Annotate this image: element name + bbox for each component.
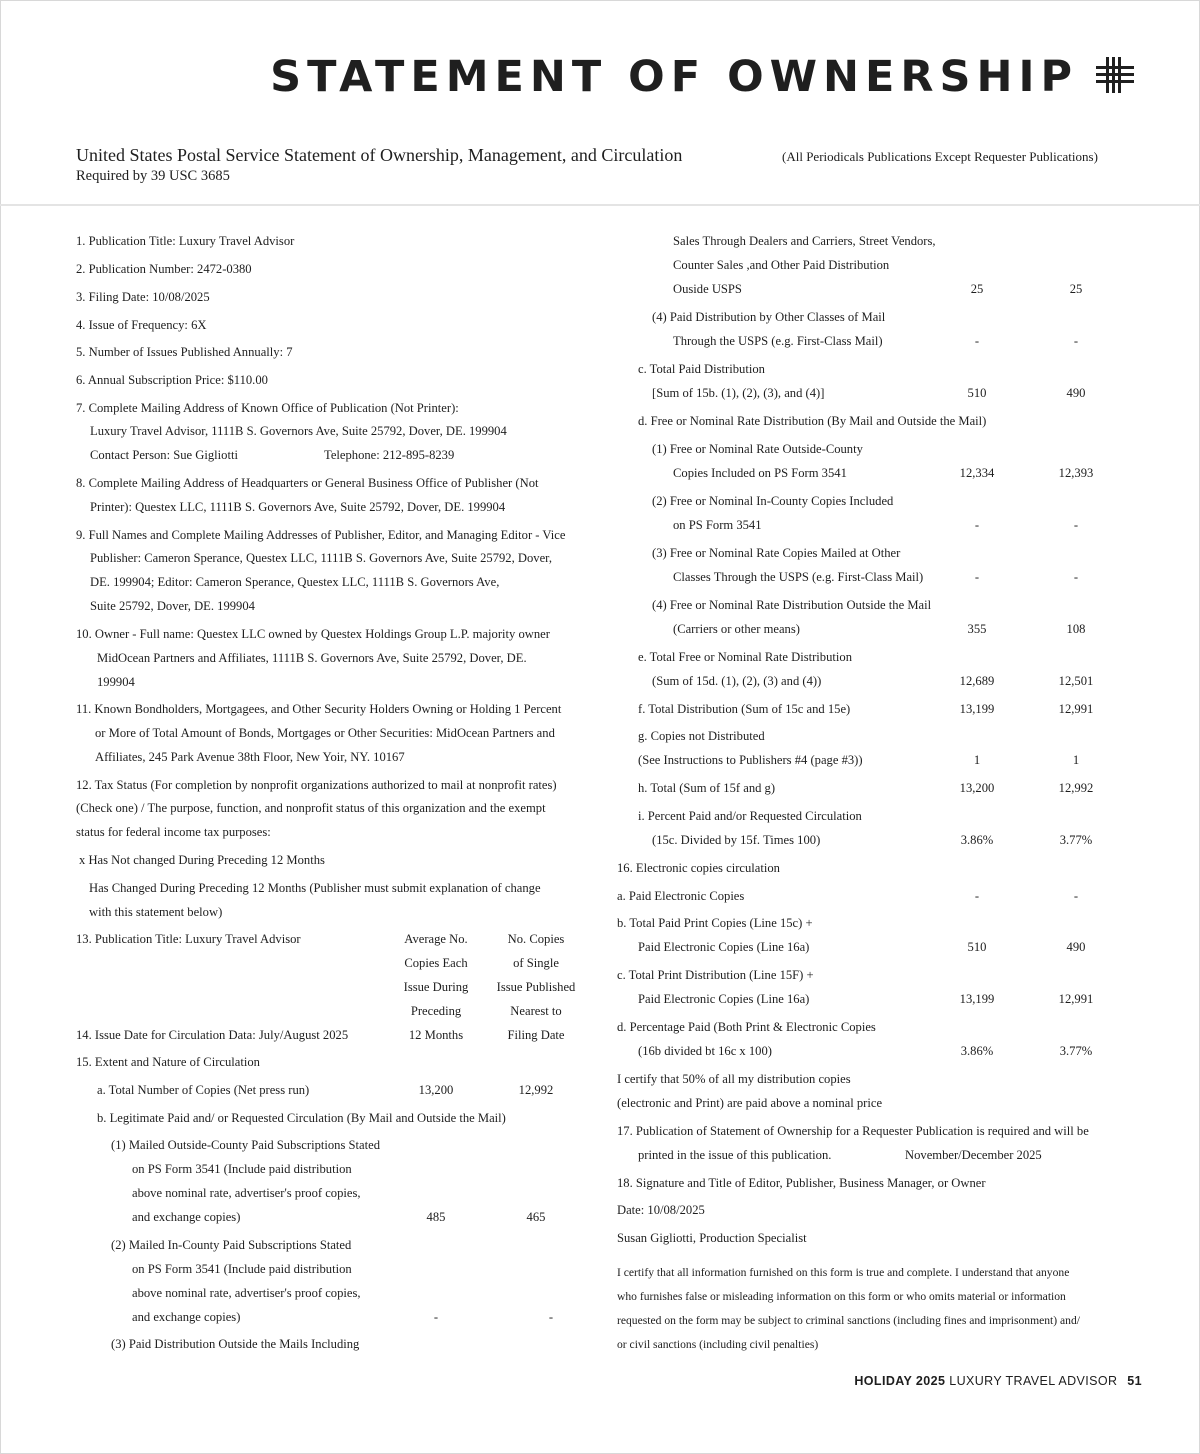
item-15b1: (1) Mailed Outside-County Paid Subscriptions Stated xyxy=(111,1138,380,1152)
item-15f: f. Total Distribution (Sum of 15c and 15e) xyxy=(638,702,851,716)
item-15b2: (2) Mailed In-County Paid Subscriptions Stated xyxy=(111,1238,352,1252)
item-15b1-single: 465 xyxy=(526,1210,546,1224)
item-16a: a. Paid Electronic Copies xyxy=(617,889,745,903)
item-15d1-single: 12,393 xyxy=(1058,466,1094,480)
footer-issue: HOLIDAY 2025 xyxy=(854,1374,946,1388)
item-15a-single: 12,992 xyxy=(518,1083,554,1097)
item-15h-avg: 13,200 xyxy=(959,781,995,795)
item-15h: h. Total (Sum of 15f and g) xyxy=(638,781,776,795)
item-15b4-avg: - xyxy=(974,334,980,348)
col-single-head-2: of Single xyxy=(513,956,559,970)
item-15c-cont: [Sum of 15b. (1), (2), (3), and (4)] xyxy=(652,386,825,400)
item-12: 12. Tax Status (For completion by nonprofit organizations authorized to mail at nonprofit rates) xyxy=(76,778,557,792)
item-15e: e. Total Free or Nominal Rate Distribution xyxy=(638,650,852,664)
col-single-head-4: Nearest to xyxy=(510,1004,562,1018)
item-12-not-changed: x Has Not changed During Preceding 12 Months xyxy=(79,853,325,867)
col-avg-head-4: Preceding xyxy=(410,1004,462,1018)
item-15d: d. Free or Nominal Rate Distribution (By Mail and Outside the Mail) xyxy=(638,414,987,428)
item-10: 10. Owner - Full name: Questex LLC owned by Questex Holdings Group L.P. majority owner xyxy=(76,627,550,641)
item-15e-single: 12,501 xyxy=(1058,674,1094,688)
item-15b4-cont: Through the USPS (e.g. First-Class Mail) xyxy=(673,334,883,348)
item-15i-cont: (15c. Divided by 15f. Times 100) xyxy=(652,833,821,847)
item-15a-avg: 13,200 xyxy=(418,1083,454,1097)
item-15h-single: 12,992 xyxy=(1058,781,1094,795)
item-15e-avg: 12,689 xyxy=(959,674,995,688)
col-avg-head-1: Average No. xyxy=(404,932,468,946)
item-15d2: (2) Free or Nominal In-County Copies Included xyxy=(652,494,894,508)
item-15g-cont: (See Instructions to Publishers #4 (page #3)) xyxy=(638,753,863,767)
item-15b3-single: 25 xyxy=(1069,282,1083,296)
item-15g: g. Copies not Distributed xyxy=(638,729,765,743)
item-15b2-single: - xyxy=(548,1310,554,1324)
item-8: 8. Complete Mailing Address of Headquarters or General Business Office of Publisher (Not xyxy=(76,476,539,490)
item-15b2-avg: - xyxy=(433,1310,439,1324)
item-11: 11. Known Bondholders, Mortgagees, and Other Security Holders Owning or Holding 1 Percent xyxy=(76,702,562,716)
item-15d4: (4) Free or Nominal Rate Distribution Outside the Mail xyxy=(652,598,932,612)
item-16d-cont: (16b divided bt 16c x 100) xyxy=(638,1044,772,1058)
item-15b4: (4) Paid Distribution by Other Classes of Mail xyxy=(652,310,886,324)
item-15d3: (3) Free or Nominal Rate Copies Mailed at Other xyxy=(652,546,901,560)
item-12-cont-1: (Check one) / The purpose, function, and nonprofit status of this organization and the exempt xyxy=(76,801,546,815)
page-title: STATEMENT OF OWNERSHIP xyxy=(270,52,1078,102)
item-12-changed-cont: with this statement below) xyxy=(89,905,223,919)
col-single-head-5: Filing Date xyxy=(507,1028,565,1042)
item-17-cont: printed in the issue of this publication. xyxy=(638,1148,832,1162)
fine-print-1: I certify that all information furnished on this form is true and complete. I understand that anyone xyxy=(617,1266,1070,1279)
item-16d: d. Percentage Paid (Both Print & Electronic Copies xyxy=(617,1020,876,1034)
item-15d3-avg: - xyxy=(974,570,980,584)
item-16b-single: 490 xyxy=(1066,940,1086,954)
item-7: 7. Complete Mailing Address of Known Office of Publication (Not Printer): xyxy=(76,401,459,415)
item-15g-avg: 1 xyxy=(973,753,981,767)
item-15b: b. Legitimate Paid and/ or Requested Circulation (By Mail and Outside the Mail) xyxy=(97,1111,506,1125)
item-15f-single: 12,991 xyxy=(1058,702,1094,716)
item-7-contact: Contact Person: Sue Gigliotti xyxy=(90,448,238,462)
item-16c-single: 12,991 xyxy=(1058,992,1094,1006)
item-16b: b. Total Paid Print Copies (Line 15c) + xyxy=(617,916,813,930)
item-15d1: (1) Free or Nominal Rate Outside-County xyxy=(652,442,863,456)
item-15d2-avg: - xyxy=(974,518,980,532)
item-5: 5. Number of Issues Published Annually: 7 xyxy=(76,345,293,359)
item-16c-avg: 13,199 xyxy=(959,992,995,1006)
item-12-cont-2: status for federal income tax purposes: xyxy=(76,825,271,839)
item-15b3-cont-1: Sales Through Dealers and Carriers, Street Vendors, xyxy=(673,234,936,248)
item-1: 1. Publication Title: Luxury Travel Advisor xyxy=(76,234,295,248)
item-8-cont: Printer): Questex LLC, 1111B S. Governors Ave, Suite 25792, Dover, DE. 199904 xyxy=(90,500,506,514)
item-18: 18. Signature and Title of Editor, Publisher, Business Manager, or Owner xyxy=(617,1176,986,1190)
signature-date: Date: 10/08/2025 xyxy=(617,1203,705,1217)
certify-distribution-cont: (electronic and Print) are paid above a nominal price xyxy=(617,1096,883,1110)
item-15f-avg: 13,199 xyxy=(959,702,995,716)
item-15d3-single: - xyxy=(1073,570,1079,584)
item-15d4-avg: 355 xyxy=(967,622,987,636)
item-6: 6. Annual Subscription Price: $110.00 xyxy=(76,373,268,387)
item-2: 2. Publication Number: 2472-0380 xyxy=(76,262,252,276)
item-10-cont-1: MidOcean Partners and Affiliates, 1111B S. Governors Ave, Suite 25792, Dover, DE. xyxy=(97,651,527,665)
item-16b-avg: 510 xyxy=(967,940,987,954)
item-15i-avg: 3.86% xyxy=(960,833,994,847)
item-15b2-cont-3: and exchange copies) xyxy=(132,1310,241,1324)
item-15d1-cont: Copies Included on PS Form 3541 xyxy=(673,466,847,480)
item-15b1-cont-1: on PS Form 3541 (Include paid distribution xyxy=(132,1162,352,1176)
header-sub: Required by 39 USC 3685 xyxy=(76,168,230,184)
item-15i-single: 3.77% xyxy=(1059,833,1093,847)
item-11-cont-1: or More of Total Amount of Bonds, Mortgages or Other Securities: MidOcean Partners and xyxy=(95,726,555,740)
item-15d2-cont: on PS Form 3541 xyxy=(673,518,762,532)
item-15b4-single: - xyxy=(1073,334,1079,348)
item-11-cont-2: Affiliates, 245 Park Avenue 38th Floor, New Yoir, NY. 10167 xyxy=(95,750,405,764)
col-avg-head-5: 12 Months xyxy=(408,1028,464,1042)
item-16c: c. Total Print Distribution (Line 15F) + xyxy=(617,968,814,982)
hashtag-logo-icon xyxy=(1096,57,1134,93)
col-avg-head-2: Copies Each xyxy=(404,956,468,970)
item-16c-cont: Paid Electronic Copies (Line 16a) xyxy=(638,992,810,1006)
item-15c-single: 490 xyxy=(1066,386,1086,400)
item-15d1-avg: 12,334 xyxy=(959,466,995,480)
page-footer xyxy=(854,1374,1142,1388)
item-15b1-avg: 485 xyxy=(426,1210,446,1224)
item-15d3-cont: Classes Through the USPS (e.g. First-Class Mail) xyxy=(673,570,924,584)
header-main: United States Postal Service Statement of Ownership, Management, and Circulation xyxy=(76,145,683,165)
item-3: 3. Filing Date: 10/08/2025 xyxy=(76,290,210,304)
item-14: 14. Issue Date for Circulation Data: July/August 2025 xyxy=(76,1028,349,1042)
item-16b-cont: Paid Electronic Copies (Line 16a) xyxy=(638,940,810,954)
item-17-issue: November/December 2025 xyxy=(905,1148,1042,1162)
item-13: 13. Publication Title: Luxury Travel Advisor xyxy=(76,932,301,946)
item-16: 16. Electronic copies circulation xyxy=(617,861,780,875)
item-15d4-single: 108 xyxy=(1066,622,1086,636)
item-12-changed: Has Changed During Preceding 12 Months (Publisher must submit explanation of change xyxy=(89,881,541,895)
item-15d4-cont: (Carriers or other means) xyxy=(673,622,800,636)
fine-print-2: who furnishes false or misleading information on this form or who omits material or information xyxy=(617,1290,1066,1303)
item-15b3-avg: 25 xyxy=(970,282,984,296)
item-15b1-cont-3: and exchange copies) xyxy=(132,1210,241,1224)
item-10-cont-2: 199904 xyxy=(97,675,135,689)
header-divider xyxy=(0,204,1200,206)
header-right: (All Periodicals Publications Except Requester Publications) xyxy=(782,149,1098,164)
item-9: 9. Full Names and Complete Mailing Addresses of Publisher, Editor, and Managing Editor - Vice xyxy=(76,528,566,542)
item-9-cont-1: Publisher: Cameron Sperance, Questex LLC, 1111B S. Governors Ave, Suite 25792, Dover, xyxy=(90,551,553,565)
fine-print-3: requested on the form may be subject to criminal sanctions (including fines and imprisonment) and/ xyxy=(617,1314,1080,1327)
certify-distribution: I certify that 50% of all my distribution copies xyxy=(617,1072,851,1086)
item-4: 4. Issue of Frequency: 6X xyxy=(76,318,207,332)
footer-magazine: LUXURY TRAVEL ADVISOR xyxy=(949,1374,1118,1388)
item-15b3-cont-3: Ouside USPS xyxy=(673,282,742,296)
item-15: 15. Extent and Nature of Circulation xyxy=(76,1055,260,1069)
item-16d-avg: 3.86% xyxy=(960,1044,994,1058)
item-9-cont-3: Suite 25792, Dover, DE. 199904 xyxy=(90,599,255,613)
item-15i: i. Percent Paid and/or Requested Circulation xyxy=(638,809,862,823)
item-15a: a. Total Number of Copies (Net press run) xyxy=(97,1083,310,1097)
col-single-head-1: No. Copies xyxy=(507,932,565,946)
item-15b1-cont-2: above nominal rate, advertiser's proof copies, xyxy=(132,1186,361,1200)
item-15c: c. Total Paid Distribution xyxy=(638,362,765,376)
item-15b2-cont-2: above nominal rate, advertiser's proof copies, xyxy=(132,1286,361,1300)
item-16d-single: 3.77% xyxy=(1059,1044,1093,1058)
item-17: 17. Publication of Statement of Ownership for a Requester Publication is required and will be xyxy=(617,1124,1089,1138)
item-15g-single: 1 xyxy=(1072,753,1080,767)
col-single-head-3: Issue Published xyxy=(496,980,576,994)
footer-page-number: 51 xyxy=(1127,1374,1142,1388)
item-15b2-cont-1: on PS Form 3541 (Include paid distribution xyxy=(132,1262,352,1276)
fine-print-4: or civil sanctions (including civil penalties) xyxy=(617,1338,819,1351)
item-7-address: Luxury Travel Advisor, 1111B S. Governors Ave, Suite 25792, Dover, DE. 199904 xyxy=(90,424,507,438)
item-7-telephone: Telephone: 212-895-8239 xyxy=(324,448,455,462)
item-16a-single: - xyxy=(1073,889,1079,903)
item-15e-cont: (Sum of 15d. (1), (2), (3) and (4)) xyxy=(652,674,822,688)
item-15b3-cont-2: Counter Sales ,and Other Paid Distribution xyxy=(673,258,890,272)
item-16a-avg: - xyxy=(974,889,980,903)
signer-name: Susan Gigliotti, Production Specialist xyxy=(617,1231,807,1245)
item-15c-avg: 510 xyxy=(967,386,987,400)
col-avg-head-3: Issue During xyxy=(403,980,469,994)
item-9-cont-2: DE. 199904; Editor: Cameron Sperance, Questex LLC, 1111B S. Governors Ave, xyxy=(90,575,500,589)
item-15d2-single: - xyxy=(1073,518,1079,532)
item-15b3: (3) Paid Distribution Outside the Mails Including xyxy=(111,1337,360,1351)
